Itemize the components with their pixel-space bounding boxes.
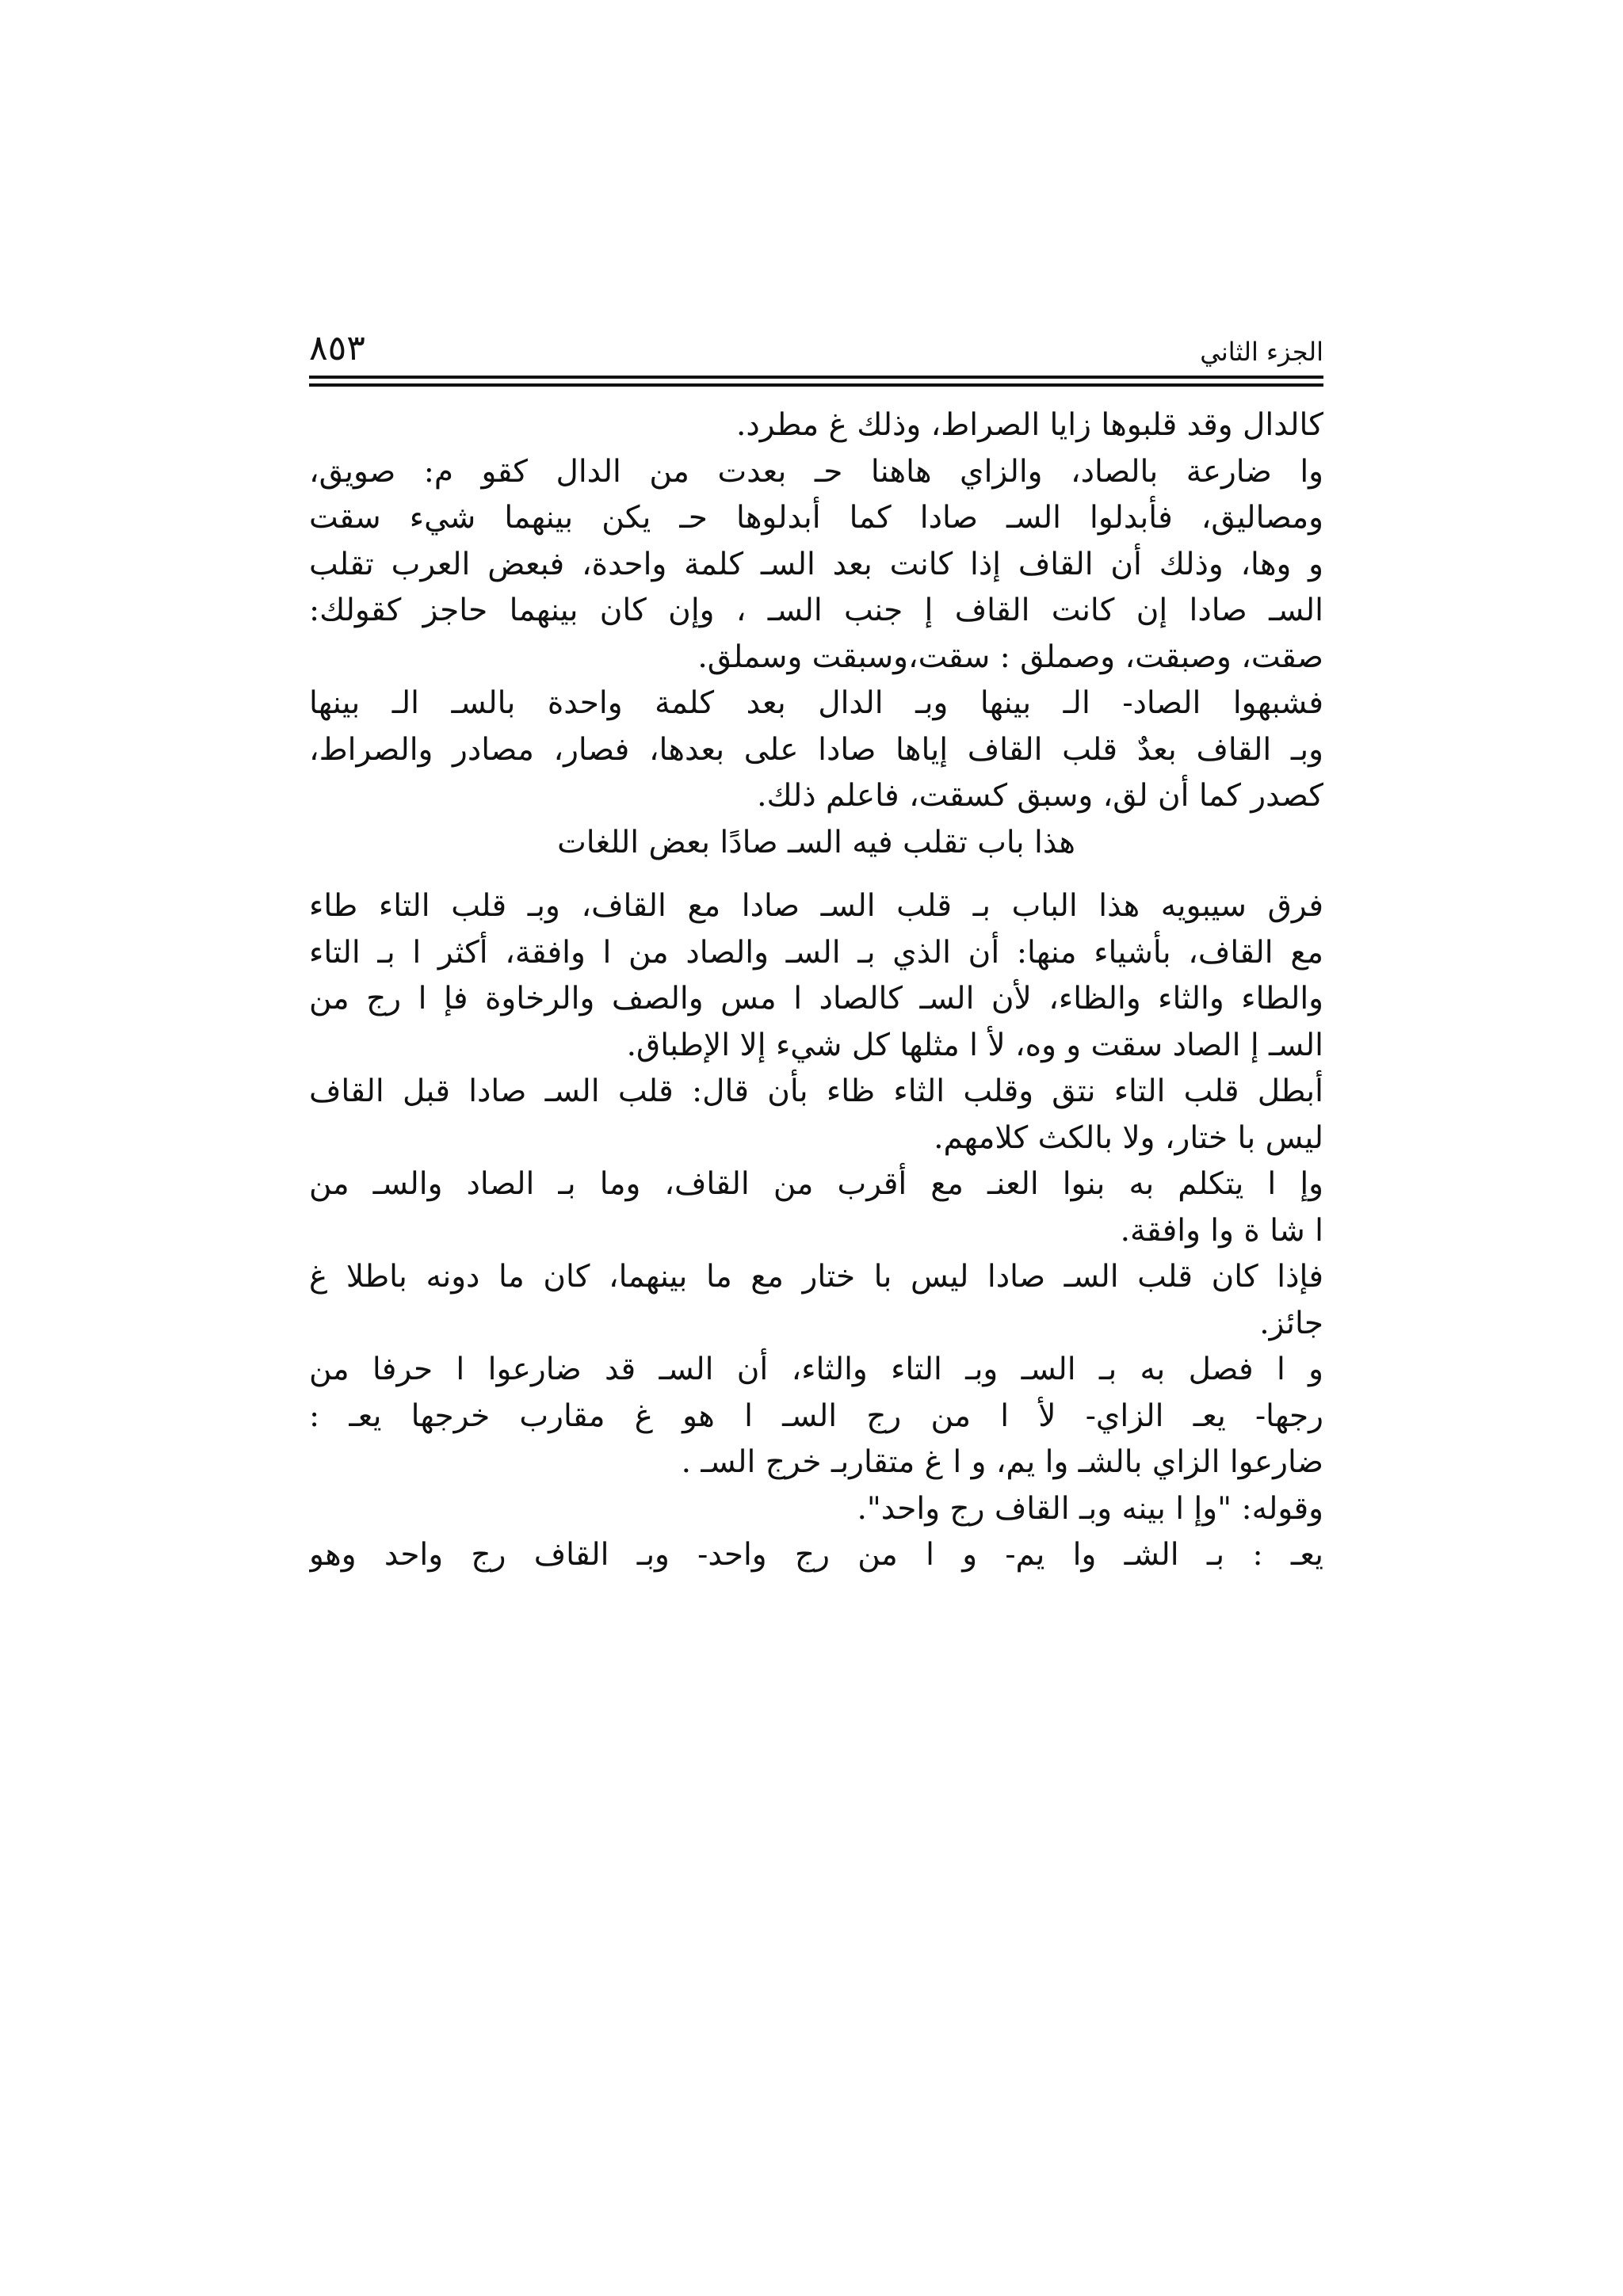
text-line: جائز. <box>1259 1305 1323 1341</box>
text-line: مع القاف، بأشياء منها: أن الذي بـ السـ والصاد من ا وافقة، أكثر ا بـ التاء <box>309 934 1323 971</box>
header-rule-top <box>309 376 1323 379</box>
text-line: وبـ القاف بعدٌ قلب القاف إياها صادا على بعدها، فصار، مصادر والصراط، <box>309 731 1323 768</box>
text-line: رجها- يعـ الزاي- لأ ا من رج السـ ا هو غ مقارب خرجها يعـ : <box>309 1398 1323 1434</box>
text-line: وا ضارعة بالصاد، والزاي هاهنا حـ بعدت من الدال كقو م: صويق، <box>309 453 1323 490</box>
body-text <box>309 402 1323 1579</box>
page-header <box>309 325 1323 372</box>
text-line: و وها، وذلك أن القاف إذا كانت بعد السـ كلمة واحدة، فبعض العرب تقلب <box>309 546 1323 582</box>
page-number: ٨٥٣ <box>309 328 365 368</box>
text-line: و ا فصل به بـ السـ وبـ التاء والثاء، أن السـ قد ضارعوا ا حرفا من <box>309 1352 1323 1387</box>
text-line: ليس با ختار، ولا بالكث كلامهم. <box>934 1119 1323 1156</box>
text-line: ضارعوا الزاي بالشـ وا يم، و ا غ متقاربـ خرج السـ . <box>681 1444 1323 1480</box>
text-line: السـ إ الصاد سقت و وه، لأ ا مثلها كل شيء إلا الإطباق. <box>626 1027 1323 1063</box>
text-line: والطاء والثاء والظاء، لأن السـ كالصاد ا مس والصف والرخاوة فإ ا رج من <box>309 981 1323 1016</box>
running-title: الجزء الثاني <box>1200 337 1323 367</box>
text-line: وقوله: "وإ ا بينه وبـ القاف رج واحد". <box>857 1490 1323 1527</box>
text-line: يعـ : بـ الشـ وا يم- و ا من رج واحد- وبـ القاف رج واحد وهو <box>309 1537 1323 1573</box>
text-line: السـ صادا إن كانت القاف إ جنب السـ ، وإن كان بينهما حاجز كقولك: <box>309 593 1323 628</box>
text-line: ومصاليق، فأبدلوا السـ صادا كما أبدلوها حـ يكن بينهما شيء سقت <box>309 500 1323 536</box>
section-heading: هذا باب تقلب فيه السـ صادًا بعض اللغات <box>557 824 1075 860</box>
text-line: فرق سيبويه هذا الباب بـ قلب السـ صادا مع القاف، وبـ قلب التاء طاء <box>309 888 1323 924</box>
header-rule-bottom <box>309 383 1323 387</box>
text-line: فشبهوا الصاد- الـ بينها وبـ الدال بعد كلمة واحدة بالسـ الـ بينها <box>309 685 1323 721</box>
text-line: أبطل قلب التاء نتق وقلب الثاء ظاء بأن قال: قلب السـ صادا قبل القاف <box>309 1074 1323 1109</box>
text-line: كالدال وقد قلبوها زايا الصراط، وذلك غ مطرد. <box>736 407 1323 443</box>
paragraph-gap <box>309 866 1323 883</box>
text-line: صقت، وصبقت، وصملق : سقت،وسبقت وسملق. <box>697 639 1323 675</box>
text-line: فإذا كان قلب السـ صادا ليس با ختار مع ما بينهما، كان ما دونه باطلا غ <box>309 1259 1323 1295</box>
text-line: وإ ا يتكلم به بنوا العنـ مع أقرب من القاف، وما بـ الصاد والسـ من <box>309 1166 1323 1202</box>
text-line: ا شا ة وا وافقة. <box>1120 1212 1323 1249</box>
text-line: كصدر كما أن لق، وسبق كسقت، فاعلم ذلك. <box>757 778 1323 814</box>
